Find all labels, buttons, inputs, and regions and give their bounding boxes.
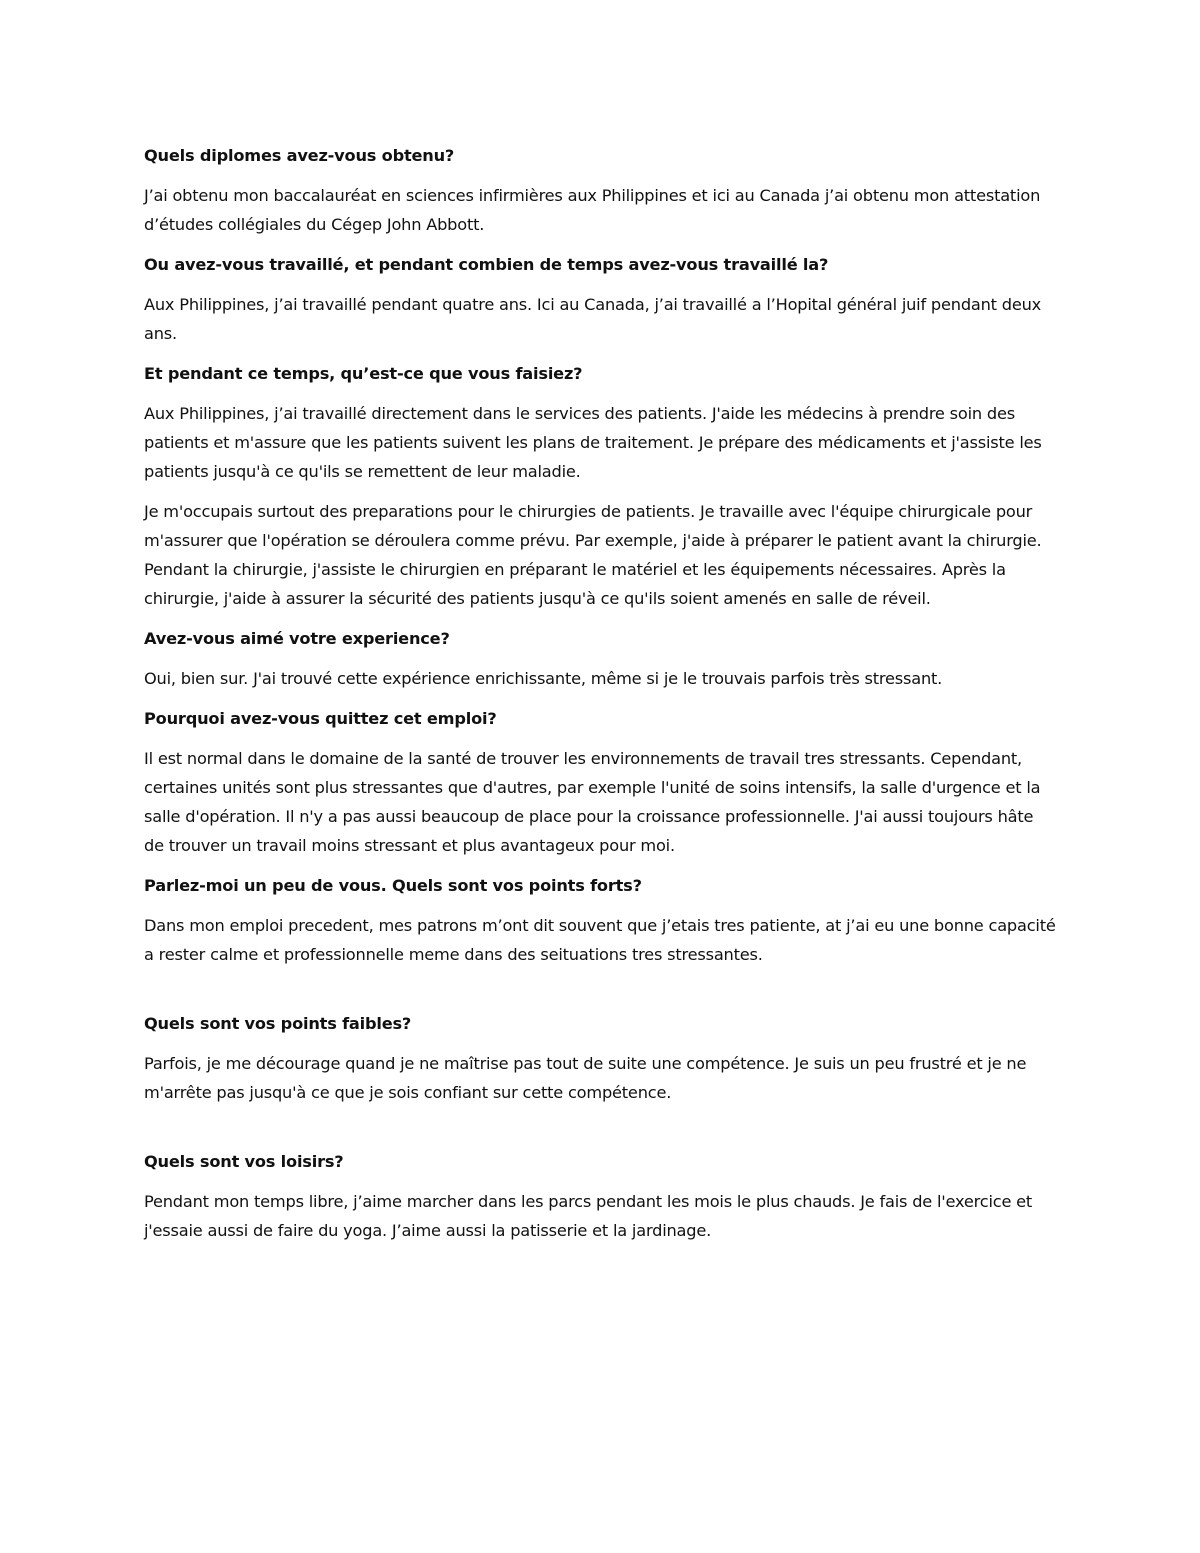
answer-hobbies: Pendant mon temps libre, j’aime marcher dans les parcs pendant les mois le plus chauds. Je fais de l'exercice et j'essaie aussi de faire du yoga. J’aime aussi la patisserie et la jardinage. [144, 1192, 1033, 1240]
question-work-location: Ou avez-vous travaillé, et pendant combien de temps avez-vous travaillé la? [144, 255, 829, 274]
answer-work-location: Aux Philippines, j’ai travaillé pendant quatre ans. Ici au Canada, j’ai travaillé a l’Hopital général juif pendant deux ans. [144, 295, 1042, 343]
document-body [144, 141, 1056, 1256]
question-strengths: Parlez-moi un peu de vous. Quels sont vos points forts? [144, 876, 642, 895]
answer-weaknesses: Parfois, je me décourage quand je ne maîtrise pas tout de suite une compétence. Je suis un peu frustré et je ne m'arrête pas jusqu'à ce que je sois confiant sur cette compétence. [144, 1054, 1027, 1102]
answer-diplomas: J’ai obtenu mon baccalauréat en sciences infirmières aux Philippines et ici au Canada j’ai obtenu mon attestation d’études collégiales du Cégep John Abbott. [144, 186, 1041, 234]
question-diplomas: Quels diplomes avez-vous obtenu? [144, 146, 455, 165]
answer-strengths: Dans mon emploi precedent, mes patrons m’ont dit souvent que j’etais tres patiente, at j’ai eu une bonne capacité a rester calme et professionnelle meme dans des seituations tres stressantes. [144, 916, 1056, 964]
answer-duties-1: Aux Philippines, j’ai travaillé directement dans le services des patients. J'aide les médecins à prendre soin des patients et m'assure que les patients suivent les plans de traitement. Je prépare des médicaments et j'assiste les patients jusqu'à ce qu'ils se remettent de leur maladie. [144, 404, 1042, 481]
question-hobbies: Quels sont vos loisirs? [144, 1152, 344, 1171]
question-experience: Avez-vous aimé votre experience? [144, 629, 450, 648]
question-duties: Et pendant ce temps, qu’est-ce que vous faisiez? [144, 364, 583, 383]
answer-experience: Oui, bien sur. J'ai trouvé cette expérience enrichissante, même si je le trouvais parfois très stressant. [144, 669, 943, 688]
question-leaving: Pourquoi avez-vous quittez cet emploi? [144, 709, 497, 728]
blank-line [144, 980, 1056, 1009]
answer-duties-2: Je m'occupais surtout des preparations pour le chirurgies de patients. Je travaille avec l'équipe chirurgicale pour m'assurer que l'opération se déroulera comme prévu. Par exemple, j'aide à préparer le patient avant la chirurgie. Pendant la chirurgie, j'assiste le chirurgien en préparant le matériel et les équipements nécessaires. Après la chirurgie, j'aide à assurer la sécurité des patients jusqu'à ce qu'ils soient amenés en salle de réveil. [144, 502, 1042, 608]
answer-leaving: Il est normal dans le domaine de la santé de trouver les environnements de travail tres stressants. Cependant, certaines unités sont plus stressantes que d'autres, par exemple l'unité de soins intensifs, la salle d'urgence et la salle d'opération. Il n'y a pas aussi beaucoup de place pour la croissance professionnelle. J'ai aussi toujours hâte de trouver un travail moins stressant et plus avantageux pour moi. [144, 749, 1041, 855]
blank-line [144, 1118, 1056, 1147]
question-weaknesses: Quels sont vos points faibles? [144, 1014, 412, 1033]
